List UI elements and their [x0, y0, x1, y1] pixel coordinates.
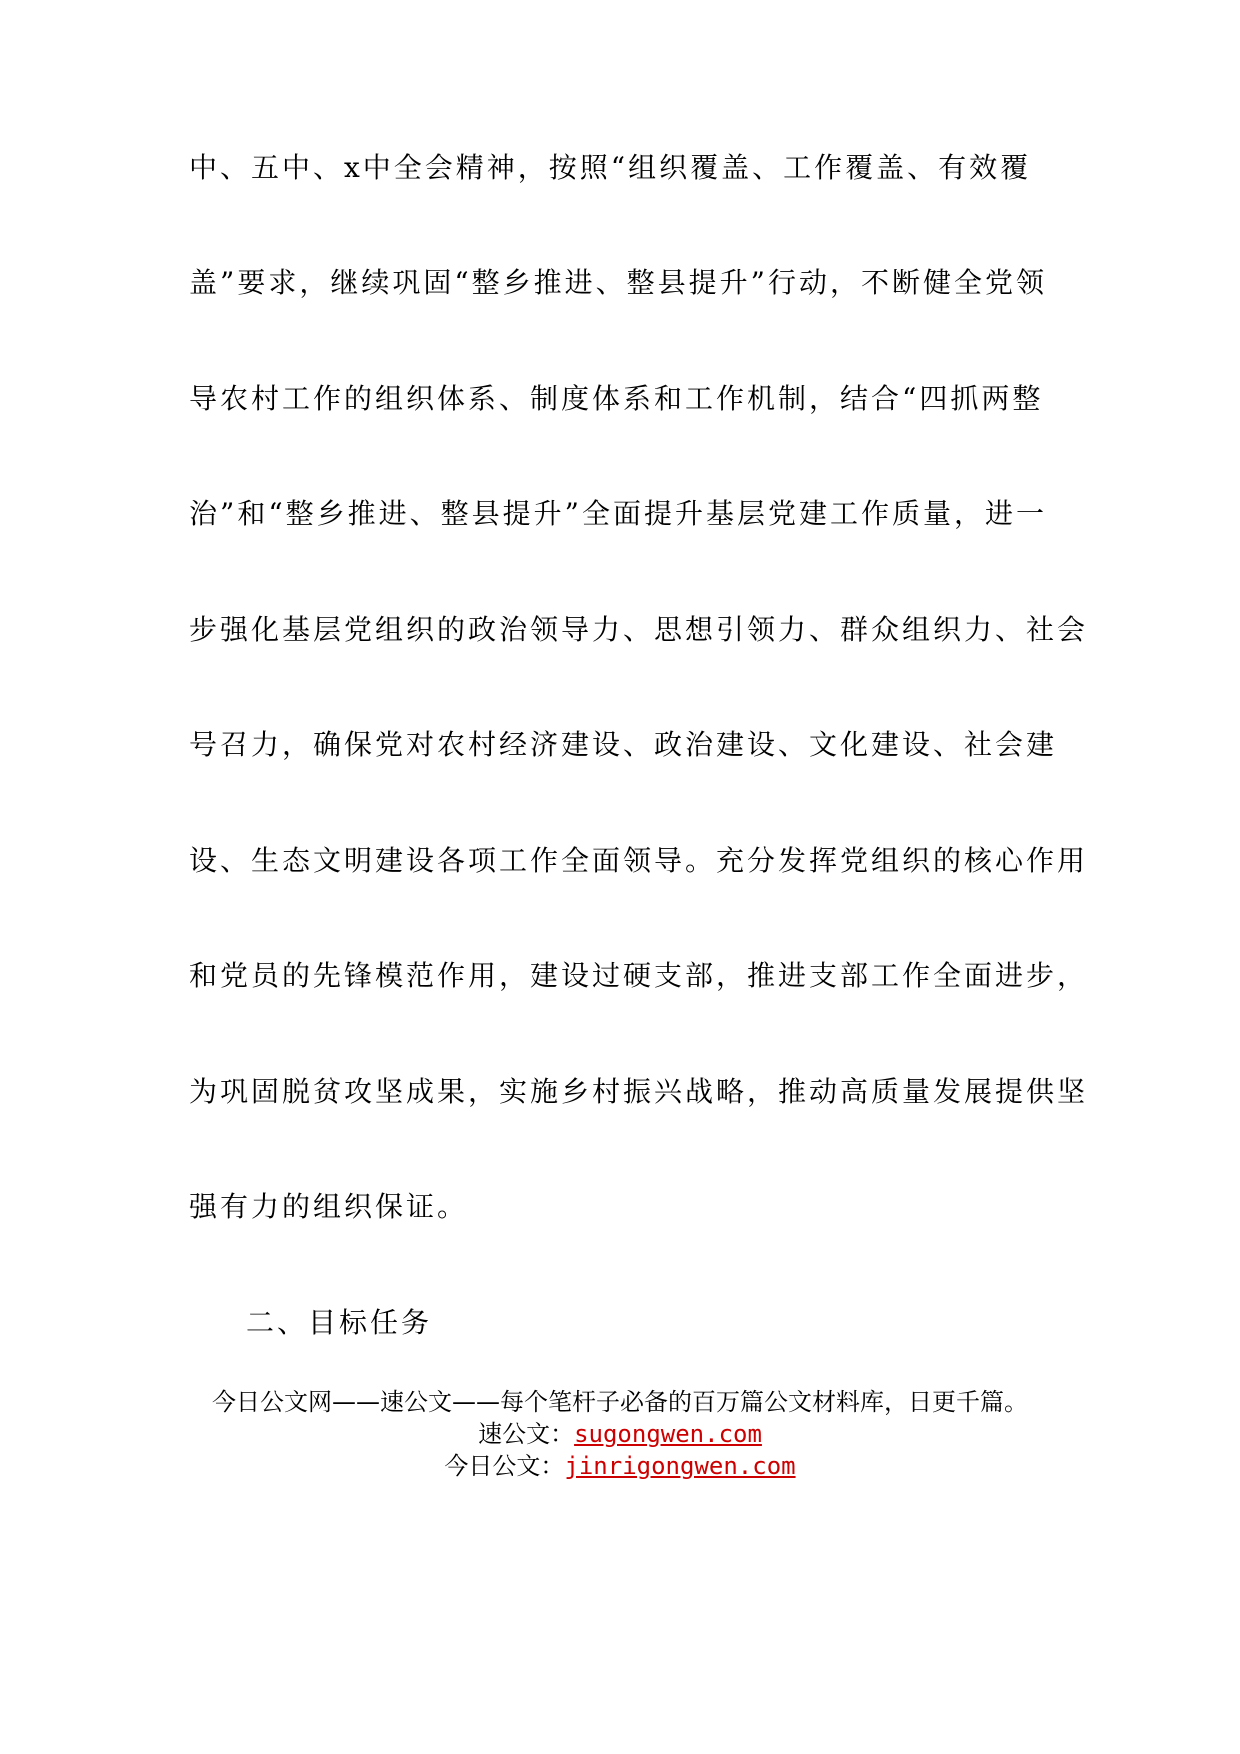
body-line-10: 强有力的组织保证。	[189, 1190, 469, 1223]
footer-site1	[0, 1418, 1240, 1450]
section-heading: 二、目标任务	[246, 1306, 433, 1339]
body-line-4: 治”和“整乡推进、整县提升”全面提升基层党建工作质量，进一	[189, 497, 1047, 530]
body-line-5: 步强化基层党组织的政治领导力、思想引领力、群众组织力、社会	[189, 613, 1089, 646]
body-line-3: 导农村工作的组织体系、制度体系和工作机制，结合“四抓两整	[189, 382, 1044, 415]
footer-tagline: 今日公文网——速公文——每个笔杆子必备的百万篇公文材料库，日更千篇。	[212, 1388, 1028, 1416]
body-line-9: 为巩固脱贫攻坚成果，实施乡村振兴战略，推动高质量发展提供坚	[189, 1075, 1089, 1108]
body-line-6: 号召力，确保党对农村经济建设、政治建设、文化建设、社会建	[189, 728, 1058, 761]
body-line-7: 设、生态文明建设各项工作全面领导。充分发挥党组织的核心作用	[189, 844, 1089, 877]
footer-site1-label: 速公文：	[478, 1420, 575, 1448]
body-line-8: 和党员的先锋模范作用，建设过硬支部，推进支部工作全面进步，	[189, 959, 1089, 992]
sugongwen-link[interactable]: sugongwen.com	[574, 1420, 762, 1448]
body-line-2: 盖”要求，继续巩固“整乡推进、整县提升”行动，不断健全党领	[189, 266, 1047, 299]
jinrigongwen-link[interactable]: jinrigongwen.com	[564, 1452, 796, 1480]
body-line-1: 中、五中、x中全会精神，按照“组织覆盖、工作覆盖、有效覆	[189, 151, 1032, 184]
footer-site2	[0, 1450, 1240, 1482]
footer-site2-label: 今日公文：	[444, 1452, 565, 1480]
